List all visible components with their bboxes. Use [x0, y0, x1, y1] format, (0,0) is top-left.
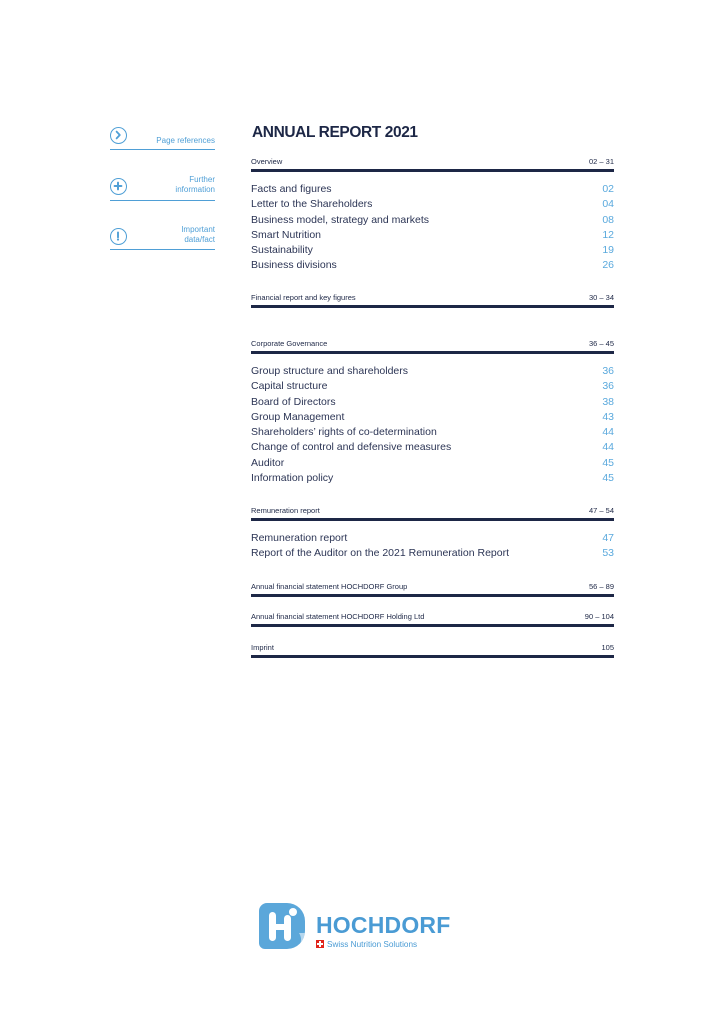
hochdorf-logo	[259, 903, 469, 953]
toc-item-label: Facts and figures	[251, 183, 332, 195]
logo-tagline: Swiss Nutrition Solutions	[327, 940, 418, 949]
section-pages: 56 – 89	[588, 582, 614, 591]
toc-item-label: Business model, strategy and markets	[251, 213, 429, 226]
toc-item-page: 36	[602, 365, 614, 377]
toc-item[interactable]	[251, 258, 614, 273]
toc-item[interactable]	[251, 395, 614, 410]
toc-item[interactable]	[251, 213, 614, 228]
section-pages: 30 – 34	[588, 293, 614, 302]
legend-page-references	[110, 125, 215, 150]
toc-item[interactable]	[251, 531, 614, 546]
section-header[interactable]	[251, 501, 614, 521]
toc-item-page: 36	[602, 380, 614, 393]
toc-item-page: 38	[602, 395, 614, 408]
section-name: Overview	[251, 157, 283, 166]
toc-item-page: 12	[602, 228, 614, 241]
exclamation-circle-icon	[110, 228, 127, 245]
legend-important	[110, 224, 215, 250]
section-holding-statement	[251, 607, 614, 627]
toc-item-page: 44	[602, 441, 614, 454]
toc-item-label: Change of control and defensive measures	[251, 441, 452, 454]
section-header[interactable]	[251, 152, 614, 172]
section-pages: 105	[601, 643, 614, 652]
toc-item-label: Sustainability	[251, 244, 313, 256]
toc-item[interactable]	[251, 471, 614, 486]
toc-item-label: Group Management	[251, 410, 345, 423]
toc-item[interactable]	[251, 456, 614, 471]
toc-item[interactable]	[251, 182, 614, 197]
toc-item-page: 44	[602, 426, 614, 438]
section-header[interactable]	[251, 288, 614, 308]
toc-item-label: Group structure and shareholders	[251, 365, 409, 377]
toc-item[interactable]	[251, 425, 614, 440]
section-name: Annual financial statement HOCHDORF Holding Ltd	[251, 612, 425, 621]
toc-item-page: 45	[602, 456, 614, 469]
legend-further-information-label: Further information	[175, 175, 215, 194]
section-overview	[251, 152, 614, 274]
toc-item-page: 53	[602, 547, 614, 560]
section-header[interactable]	[251, 334, 614, 354]
section-pages: 02 – 31	[588, 157, 614, 166]
toc-item[interactable]	[251, 410, 614, 425]
swiss-flag-icon	[316, 940, 324, 948]
section-name: Annual financial statement HOCHDORF Group	[251, 582, 408, 591]
section-name: Remuneration report	[251, 506, 320, 515]
legend	[110, 125, 215, 250]
plus-circle-icon	[110, 178, 127, 195]
toc-item-page: 43	[602, 410, 614, 423]
toc-item[interactable]	[251, 379, 614, 394]
toc-item[interactable]	[251, 440, 614, 455]
legend-important-label: Important data/fact	[181, 225, 215, 244]
section-remuneration-report	[251, 501, 614, 562]
section-imprint	[251, 638, 614, 658]
section-name: Imprint	[251, 643, 274, 652]
toc-item-label: Capital structure	[251, 380, 328, 393]
toc-item-label: Report of the Auditor on the 2021 Remuneration Report	[251, 547, 509, 560]
toc-item-label: Smart Nutrition	[251, 228, 322, 241]
section-pages: 47 – 54	[588, 506, 614, 515]
section-financial-report	[251, 288, 614, 308]
toc-item-page: 02	[602, 183, 614, 195]
toc-item-page: 45	[602, 471, 614, 484]
toc-item-page: 04	[602, 198, 614, 211]
toc-item-label: Business divisions	[251, 259, 337, 272]
legend-page-references-label: Page references	[156, 136, 215, 145]
section-group-statement	[251, 577, 614, 597]
toc-item-label: Remuneration report	[251, 532, 348, 544]
section-pages: 36 – 45	[588, 339, 614, 348]
section-name: Financial report and key figures	[251, 293, 356, 302]
toc-item[interactable]	[251, 364, 614, 379]
section-name: Corporate Governance	[251, 339, 328, 348]
section-header[interactable]	[251, 607, 614, 627]
toc-item-label: Board of Directors	[251, 395, 336, 408]
section-header[interactable]	[251, 638, 614, 658]
toc-item[interactable]	[251, 228, 614, 243]
section-corporate-governance	[251, 334, 614, 486]
toc-item[interactable]	[251, 197, 614, 212]
toc-item-page: 08	[602, 213, 614, 226]
toc-item[interactable]	[251, 546, 614, 561]
toc-item-label: Shareholders’ rights of co-determination	[251, 426, 437, 438]
page-title: ANNUAL REPORT 2021	[252, 124, 418, 141]
section-pages: 90 – 104	[584, 612, 614, 621]
toc-item-label: Information policy	[251, 471, 334, 484]
toc-item-page: 26	[602, 259, 614, 272]
toc-item-label: Letter to the Shareholders	[251, 198, 373, 211]
toc-item-label: Auditor	[251, 456, 285, 469]
logo-tagline-row	[316, 940, 417, 949]
logo-wordmark: HOCHDORF	[316, 912, 451, 938]
section-header[interactable]	[251, 577, 614, 597]
toc-item[interactable]	[251, 243, 614, 258]
chevron-right-circle-icon	[110, 127, 127, 144]
hochdorf-logo-mark	[259, 903, 305, 949]
toc-item-page: 19	[602, 244, 614, 256]
legend-further-information	[110, 175, 215, 201]
toc-item-page: 47	[602, 532, 614, 544]
